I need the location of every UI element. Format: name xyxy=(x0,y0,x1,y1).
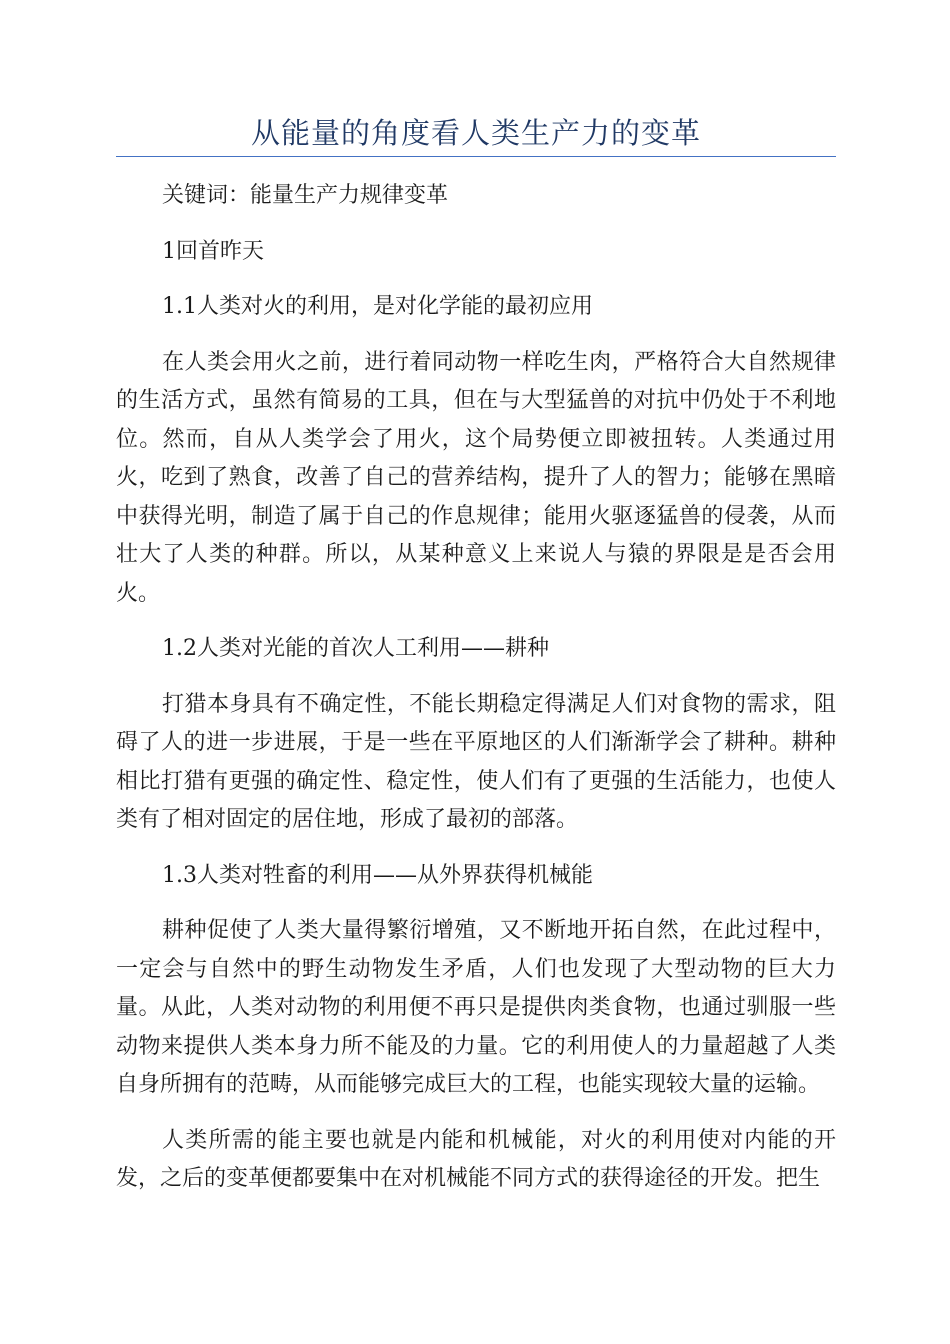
paragraph-fire: 在人类会用火之前，进行着同动物一样吃生肉，严格符合大自然规律的生活方式，虽然有简易的工具，但在与大型猛兽的对抗中仍处于不利地位。然而，自从人类学会了用火，这个局势便立即被扭转。人类通过用火，吃到了熟食，改善了自己的营养结构，提升了人的智力；能够在黑暗中获得光明，制造了属于自己的作息规律；能用火驱逐猛兽的侵袭，从而壮大了人类的种群。所以，从某种意义上来说人与猿的界限是是否会用火。 xyxy=(116,349,836,606)
paragraph-farming: 打猎本身具有不确定性，不能长期稳定得满足人们对食物的需求，阻碍了人的进一步进展，于是一些在平原地区的人们渐渐学会了耕种。耕种相比打猎有更强的确定性、稳定性，使人们有了更强的生活能力，也使人类有了相对固定的居住地，形成了最初的部落。 xyxy=(116,691,836,832)
paragraph-livestock: 耕种促使了人类大量得繁衍增殖，又不断地开拓自然，在此过程中，一定会与自然中的野生动物发生矛盾，人们也发现了大型动物的巨大力量。从此，人类对动物的利用便不再只是提供肉类食物，也通过驯服一些动物来提供人类本身力所不能及的力量。它的利用使人的力量超越了人类自身所拥有的范畴，从而能够完成巨大的工程，也能实现较大量的运输。 xyxy=(116,918,836,1097)
section-heading-1-2: 1.2人类对光能的首次人工利用——耕种 xyxy=(162,636,549,661)
section-heading-1: 1回首昨天 xyxy=(162,238,264,264)
keywords-line: 关键词：能量生产力规律变革 xyxy=(162,183,449,208)
section-heading-1-1: 1.1人类对火的利用，是对化学能的最初应用 xyxy=(162,294,593,319)
document-page xyxy=(116,0,836,1199)
section-heading-1-3: 1.3人类对牲畜的利用——从外界获得机械能 xyxy=(162,862,593,888)
paragraph-energy-summary: 人类所需的能主要也就是内能和机械能，对火的利用使对内能的开发，之后的变革便都要集中在对机械能不同方式的获得途径的开发。把生 xyxy=(116,1127,836,1191)
document-title: 从能量的角度看人类生产力的变革 xyxy=(116,0,836,157)
